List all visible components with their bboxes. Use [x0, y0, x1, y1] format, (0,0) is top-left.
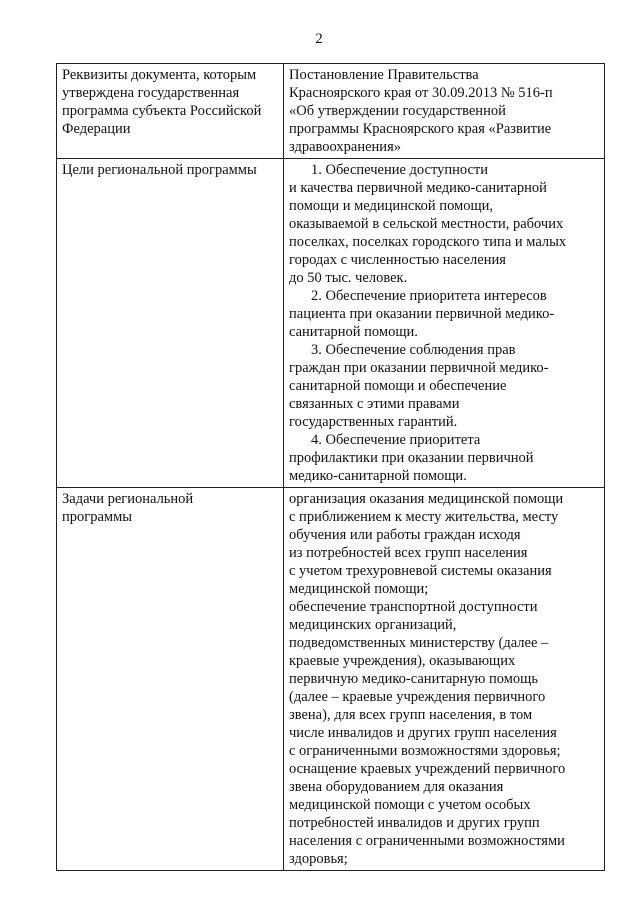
value-text-line: программы Красноярского края «Развитие — [289, 121, 552, 137]
value-text-line: из потребностей всех групп населения — [289, 545, 528, 561]
label-text-line: Цели региональной программы — [62, 162, 257, 178]
row-label-cell — [57, 159, 284, 488]
label-text-line: утверждена государственная — [62, 85, 240, 101]
value-text-line: 3. Обеспечение соблюдения прав — [311, 342, 516, 358]
row-value-cell — [284, 159, 605, 488]
value-text-line: городах с численностью населения — [289, 252, 506, 268]
value-text-line: здравоохранения» — [289, 139, 401, 155]
value-text-line: медицинской помощи; — [289, 581, 429, 597]
value-text-line: подведомственных министерству (далее – — [289, 635, 549, 651]
value-text-line: Красноярского края от 30.09.2013 № 516-п — [289, 85, 553, 101]
row-label-cell — [57, 64, 284, 159]
value-text-line: потребностей инвалидов и других групп — [289, 815, 540, 831]
value-text-line: до 50 тыс. человек. — [289, 270, 408, 286]
value-text-line: звена), для всех групп населения, в том — [289, 707, 533, 723]
value-text-line: «Об утверждении государственной — [289, 103, 506, 119]
value-text-line: поселках, поселках городского типа и малых — [289, 234, 567, 250]
value-text-line: с приближением к месту жительства, месту — [289, 509, 559, 525]
value-text-line: с ограниченными возможностями здоровья; — [289, 743, 561, 759]
value-text-line: оказываемой в сельской местности, рабочих — [289, 216, 564, 232]
table-body — [57, 64, 605, 871]
value-text-line: звена оборудованием для оказания — [289, 779, 504, 795]
value-text-line: обучения или работы граждан исходя — [289, 527, 521, 543]
label-text-line: Реквизиты документа, которым — [62, 67, 257, 83]
label-text-line: Задачи региональной — [62, 491, 194, 507]
row-label-cell — [57, 488, 284, 871]
table-row — [57, 488, 605, 871]
value-text-line: оснащение краевых учреждений первичного — [289, 761, 566, 777]
value-text-line: граждан при оказании первичной медико- — [289, 360, 549, 376]
value-text-line: числе инвалидов и других групп населения — [289, 725, 557, 741]
value-text-line: медико-санитарной помощи. — [289, 468, 467, 484]
table-row — [57, 159, 605, 488]
value-text-line: медицинской помощи с учетом особых — [289, 797, 531, 813]
value-text-line: медицинских организаций, — [289, 617, 457, 633]
value-text-line: государственных гарантий. — [289, 414, 458, 430]
program-details-table — [56, 63, 605, 871]
value-text-line: 4. Обеспечение приоритета — [311, 432, 481, 448]
value-text-line: помощи и медицинской помощи, — [289, 198, 494, 214]
label-text-line: программа субъекта Российской — [62, 103, 262, 119]
value-text-line: краевые учреждения), оказывающих — [289, 653, 516, 669]
value-text-line: обеспечение транспортной доступности — [289, 599, 538, 615]
value-text-line: организация оказания медицинской помощи — [289, 491, 564, 507]
row-value-cell — [284, 488, 605, 871]
value-text-line: Постановление Правительства — [289, 67, 479, 83]
value-text-line: 1. Обеспечение доступности — [311, 162, 489, 178]
value-text-line: и качества первичной медико-санитарной — [289, 180, 547, 196]
row-value-cell — [284, 64, 605, 159]
value-text-line: санитарной помощи. — [289, 324, 418, 340]
value-text-line: пациента при оказании первичной медико- — [289, 306, 555, 322]
label-text-line: Федерации — [62, 121, 131, 137]
value-text-line: (далее – краевые учреждения первичного — [289, 689, 546, 705]
value-text-line: санитарной помощи и обеспечение — [289, 378, 507, 394]
value-text-line: населения с ограниченными возможностями — [289, 833, 565, 849]
label-text-line: программы — [62, 509, 132, 525]
value-text-line: профилактики при оказании первичной — [289, 450, 534, 466]
page-number: 2 — [315, 31, 323, 47]
value-text-line: с учетом трехуровневой системы оказания — [289, 563, 552, 579]
value-text-line: здоровья; — [289, 851, 348, 867]
table-row — [57, 64, 605, 159]
value-text-line: связанных с этими правами — [289, 396, 460, 412]
value-text-line: первичную медико-санитарную помощь — [289, 671, 538, 687]
value-text-line: 2. Обеспечение приоритета интересов — [311, 288, 547, 304]
